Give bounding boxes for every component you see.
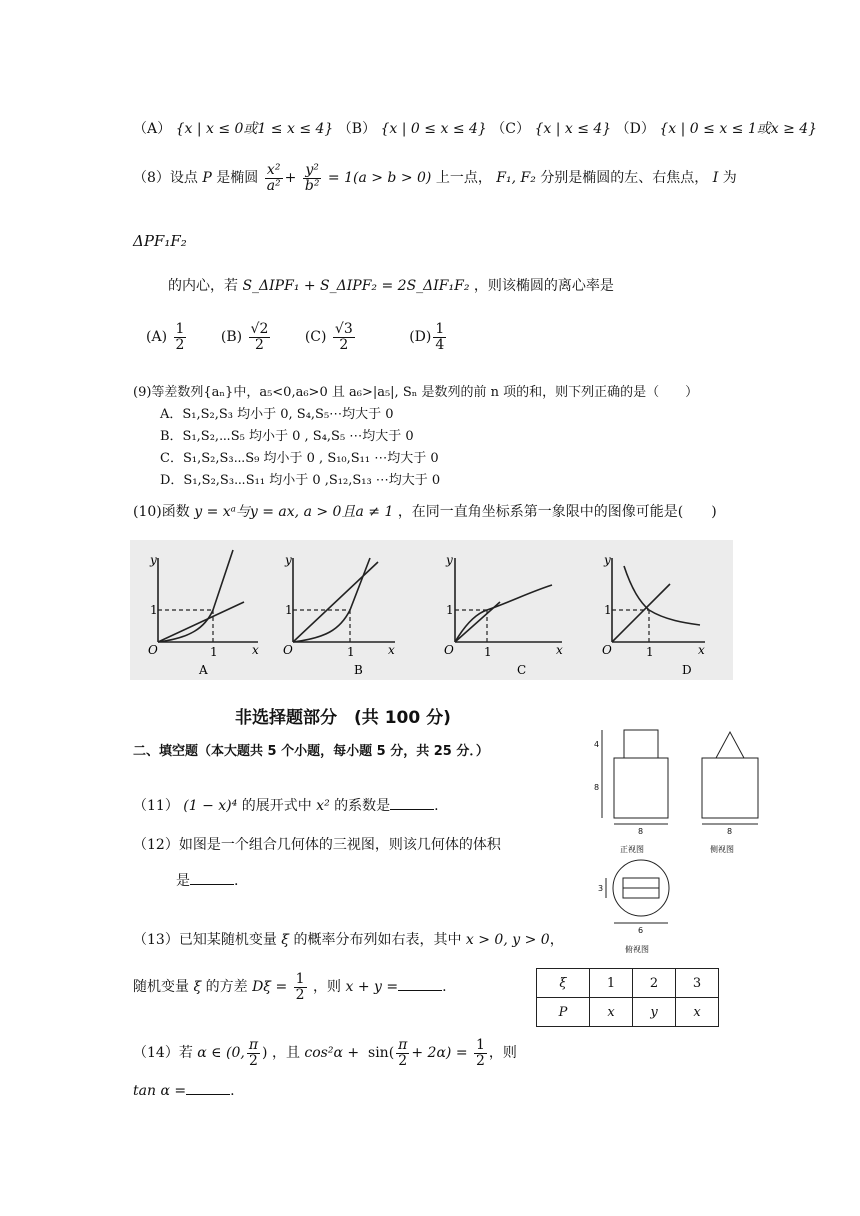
- graph-c-one-y: 1: [446, 603, 454, 617]
- q8-cond-prefix: 的内心，若: [168, 278, 238, 294]
- q8-frac-y: [303, 163, 322, 193]
- q13-end: .: [442, 979, 447, 996]
- q9-option-d: D．S₁,S₂,S₃⋯S₁₁ 均小于 0 ,S₁₂,S₁₃ ⋯均大于 0: [160, 473, 441, 488]
- q8-opt-a-label: (A): [146, 329, 168, 346]
- q14-sin-suffix: + 2α) =: [411, 1045, 468, 1062]
- q11-mid: 的展开式中: [241, 798, 312, 814]
- graph-a-origin: O: [148, 643, 158, 657]
- q7-options: [133, 118, 817, 138]
- q8-wei: 为: [722, 170, 737, 187]
- q14-half-den: 2: [476, 1052, 485, 1069]
- graph-d-one-x: 1: [646, 645, 654, 659]
- q9-option-b: B．S₁,S₂,⋯S₅ 均小于 0 , S₄,S₅ ⋯均大于 0: [160, 429, 414, 444]
- side-view-triangle: [716, 732, 744, 758]
- q8-opt-b-num: √2: [250, 321, 269, 337]
- q13-xi-2: ξ: [193, 979, 202, 996]
- three-views-figure: [590, 728, 780, 958]
- graph-d-line: [612, 584, 670, 642]
- q8-point-p: P: [202, 170, 212, 187]
- graph-c-curve: [455, 585, 552, 642]
- q8-y2: y²: [303, 163, 322, 179]
- q13-mid: 的概率分布列如右表，其中: [293, 932, 462, 948]
- top-width: 6: [638, 926, 644, 935]
- q8-opt-d: [433, 322, 446, 352]
- q13-prefix: （13）已知某随机变量: [133, 932, 277, 948]
- q12-line2-text: 是: [176, 873, 190, 889]
- graph-b-y-label: y: [285, 553, 292, 567]
- q12-answer-blank[interactable]: [190, 872, 234, 885]
- graph-a-x-label: x: [252, 643, 259, 657]
- q10-graphs: [130, 540, 733, 680]
- q8-equation: = 1(a > b > 0): [327, 170, 432, 187]
- table-row: [537, 998, 719, 1027]
- q8-x2: x²: [265, 163, 283, 179]
- graph-c-x-label: x: [556, 643, 563, 657]
- q8-is-ellipse: 是椭圆: [216, 170, 259, 187]
- q14-sin-prefix: sin(: [368, 1045, 395, 1062]
- q10-graph-strip: [130, 540, 733, 680]
- q10-prefix: (10)函数: [133, 504, 190, 520]
- front-view-top-box: [624, 730, 658, 758]
- graph-a-curve: [158, 550, 233, 642]
- q14-cos: cos²α +: [304, 1045, 360, 1062]
- q11-answer-blank[interactable]: [390, 797, 434, 810]
- graph-a-y-label: y: [150, 553, 157, 567]
- q10-suffix: ，在同一直角坐标系第一象限中的图像可能是( ): [397, 504, 717, 520]
- q8-foci-text: 分别是椭圆的左、右焦点，: [540, 170, 709, 187]
- q8-opt-c: [333, 322, 355, 352]
- q14-pi: π: [248, 1037, 259, 1053]
- q13-then: ，则: [313, 979, 342, 996]
- q13-line2: [133, 972, 447, 1002]
- graph-b-curve: [293, 558, 370, 642]
- q8-opt-b: [249, 322, 271, 352]
- table-cell: 3: [676, 969, 719, 998]
- q14-alpha-in: α ∈ (0,: [197, 1045, 245, 1062]
- part2-heading: 二、填空题（本大题共 5 个小题，每小题 5 分，共 25 分．）: [133, 744, 489, 759]
- top-height: 3: [598, 884, 604, 893]
- q8-frac-x: [265, 163, 283, 193]
- q7-option-d-label: （D）: [615, 121, 655, 137]
- q12-end: .: [234, 873, 239, 889]
- graph-d-one-y: 1: [604, 603, 612, 617]
- graph-c: [455, 558, 562, 642]
- q13-line2-prefix: 随机变量: [133, 979, 189, 996]
- q8-stem: （8）设点 P 是椭圆 $\frac{\text{x²}}{\text{a²}}$ + $\frac{\text{y²}}{\text{b²}}$ = 1(a > b > 0) 上一点， F₁, F₂ 分别是椭圆的左、右焦点， I 为: [133, 162, 737, 194]
- q12-line2: [176, 870, 238, 890]
- q9-stem: (9)等差数列{aₙ}中，a₅<0,a₆>0 且 a₆>|a₅|, Sₙ 是数列的前 n 项的和，则下列正确的是（ ）: [133, 385, 699, 400]
- q11-end: .: [434, 798, 439, 814]
- q11-expr: (1 − x)⁴: [183, 798, 238, 814]
- q13-frac-num: 1: [295, 971, 305, 987]
- table-header-row: [537, 969, 719, 998]
- graph-d-y-label: y: [604, 553, 611, 567]
- graph-c-letter: C: [517, 663, 527, 677]
- q7-option-c-label: （C）: [491, 121, 530, 137]
- graph-b-x-label: x: [388, 643, 395, 657]
- q8-a2: a²: [266, 177, 281, 194]
- graph-d-curve: [624, 566, 700, 625]
- q14-end: .: [230, 1083, 235, 1099]
- q10-stem: [133, 501, 717, 521]
- q8-opt-c-num: √3: [334, 321, 353, 337]
- q11-term: x²: [316, 798, 330, 814]
- side-view-label: 侧视图: [710, 845, 734, 854]
- q14-half: [474, 1038, 487, 1068]
- q10-math: y = xᵃ与y = ax, a > 0且a ≠ 1: [194, 504, 394, 520]
- q13-frac-den: 2: [295, 986, 305, 1003]
- front-view-body: [614, 758, 668, 818]
- q8-mid: 上一点，: [435, 170, 492, 187]
- graph-a-letter: A: [199, 663, 208, 677]
- q8-opt-d-label: (D): [409, 329, 432, 346]
- q11-prefix: （11）: [133, 798, 179, 814]
- graph-d: [612, 558, 705, 642]
- front-view: [602, 730, 668, 824]
- table-cell: x: [676, 998, 719, 1027]
- q11: [133, 795, 439, 815]
- q8-cond: S_ΔIPF₁ + S_ΔIPF₂ = 2S_ΔIF₁F₂: [242, 278, 470, 294]
- q9-option-a: A．S₁,S₂,S₃ 均小于 0, S₄,S₅⋯均大于 0: [160, 407, 394, 422]
- side-view-body: [702, 758, 758, 818]
- side-width: 8: [727, 827, 733, 836]
- q14-two-2: 2: [398, 1052, 408, 1069]
- q8-condition: [168, 275, 614, 295]
- graph-c-y-label: y: [446, 553, 453, 567]
- q8-options: [146, 322, 448, 352]
- front-mid-height: 8: [594, 783, 600, 792]
- q7-option-b: {x | 0 ≤ x ≤ 4}: [380, 121, 487, 137]
- section-title: 非选择题部分 (共 100 分): [235, 708, 451, 728]
- q13-answer-blank[interactable]: [398, 978, 442, 991]
- q14-tan: tan α =: [133, 1083, 187, 1099]
- q14-two: 2: [248, 1052, 258, 1069]
- q14-pi-half-2: [396, 1038, 409, 1068]
- q8-opt-b-den: 2: [255, 336, 264, 353]
- q14-close: ): [262, 1045, 268, 1062]
- q7-option-a-label: （A）: [133, 121, 172, 137]
- q8-incenter: I: [712, 170, 719, 187]
- q8-opt-c-label: (C): [304, 329, 327, 346]
- graph-b-origin: O: [283, 643, 293, 657]
- graph-b-one-x: 1: [347, 645, 355, 659]
- q14-half-num: 1: [476, 1037, 485, 1053]
- q9-option-c: C．S₁,S₂,S₃⋯S₉ 均小于 0 , S₁₀,S₁₁ ⋯均大于 0: [160, 451, 439, 466]
- table-cell: y: [633, 998, 676, 1027]
- q14-pi-half: [247, 1038, 260, 1068]
- q13-line1: [133, 929, 564, 949]
- q11-suffix: 的系数是: [334, 798, 391, 814]
- q13-dxi: Dξ =: [252, 979, 288, 996]
- graph-a-line: [158, 602, 244, 642]
- front-top-height: 4: [594, 740, 600, 749]
- graph-b-line: [293, 562, 378, 642]
- q13-xi: ξ: [281, 932, 289, 948]
- graph-a-one-y: 1: [150, 603, 158, 617]
- q14-prefix: （14）若: [133, 1045, 193, 1062]
- q13-cond: x > 0, y > 0: [465, 932, 550, 948]
- q8-opt-b-label: (B): [220, 329, 243, 346]
- side-view: [702, 732, 758, 824]
- q14-pi-2: π: [398, 1037, 408, 1053]
- q14-answer-blank[interactable]: [186, 1082, 230, 1095]
- graph-c-origin: O: [444, 643, 454, 657]
- q8-opt-c-den: 2: [339, 336, 349, 353]
- q7-option-b-label: （B）: [337, 121, 377, 137]
- q8-cond-suffix: ，则该椭圆的离心率是: [473, 278, 614, 294]
- q8-prefix: （8）设点: [133, 170, 198, 187]
- table-cell: 1: [590, 969, 633, 998]
- graph-d-x-label: x: [698, 643, 705, 657]
- graph-b: [293, 558, 395, 642]
- table-cell: ξ: [537, 969, 590, 998]
- front-view-label: 正视图: [620, 845, 644, 854]
- graph-d-letter: D: [682, 663, 692, 677]
- table-cell: P: [537, 998, 590, 1027]
- distribution-table: [536, 968, 719, 1027]
- q7-option-a: {x | x ≤ 0或1 ≤ x ≤ 4}: [175, 121, 334, 137]
- table-cell: 2: [633, 969, 676, 998]
- q8-triangle: ΔPF₁F₂: [133, 232, 187, 250]
- q14-line2: [133, 1082, 235, 1099]
- graph-b-one-y: 1: [285, 603, 293, 617]
- q13-sum: x + y =: [345, 979, 399, 996]
- q8-opt-a-den: 2: [175, 336, 185, 353]
- front-width: 8: [638, 827, 644, 836]
- table-cell: x: [590, 998, 633, 1027]
- q8-opt-d-num: 1: [435, 321, 445, 337]
- q14-and: ，且: [271, 1045, 300, 1062]
- top-view: [606, 860, 669, 923]
- q14-line1: [133, 1038, 517, 1068]
- q7-option-d: {x | 0 ≤ x ≤ 1或x ≥ 4}: [659, 121, 818, 137]
- q12-line1: （12）如图是一个组合几何体的三视图，则该几何体的体积: [133, 837, 501, 853]
- top-view-label: 俯视图: [625, 945, 649, 954]
- q7-option-c: {x | x ≤ 4}: [534, 121, 612, 137]
- graph-b-letter: B: [354, 663, 363, 677]
- graph-a-one-x: 1: [210, 645, 218, 659]
- q13-frac: [294, 972, 307, 1002]
- q13-line2-mid: 的方差: [205, 979, 248, 996]
- q8-opt-a-num: 1: [175, 321, 185, 337]
- q14-then: ，则: [488, 1045, 517, 1062]
- q8-b2: b²: [304, 177, 320, 194]
- q8-opt-a: [174, 322, 187, 352]
- graph-c-one-x: 1: [484, 645, 492, 659]
- q8-opt-d-den: 4: [435, 336, 445, 353]
- graph-d-origin: O: [602, 643, 612, 657]
- q8-foci: F₁, F₂: [496, 170, 536, 187]
- graph-a: [158, 550, 258, 642]
- q13-line1-end: ，: [549, 932, 564, 948]
